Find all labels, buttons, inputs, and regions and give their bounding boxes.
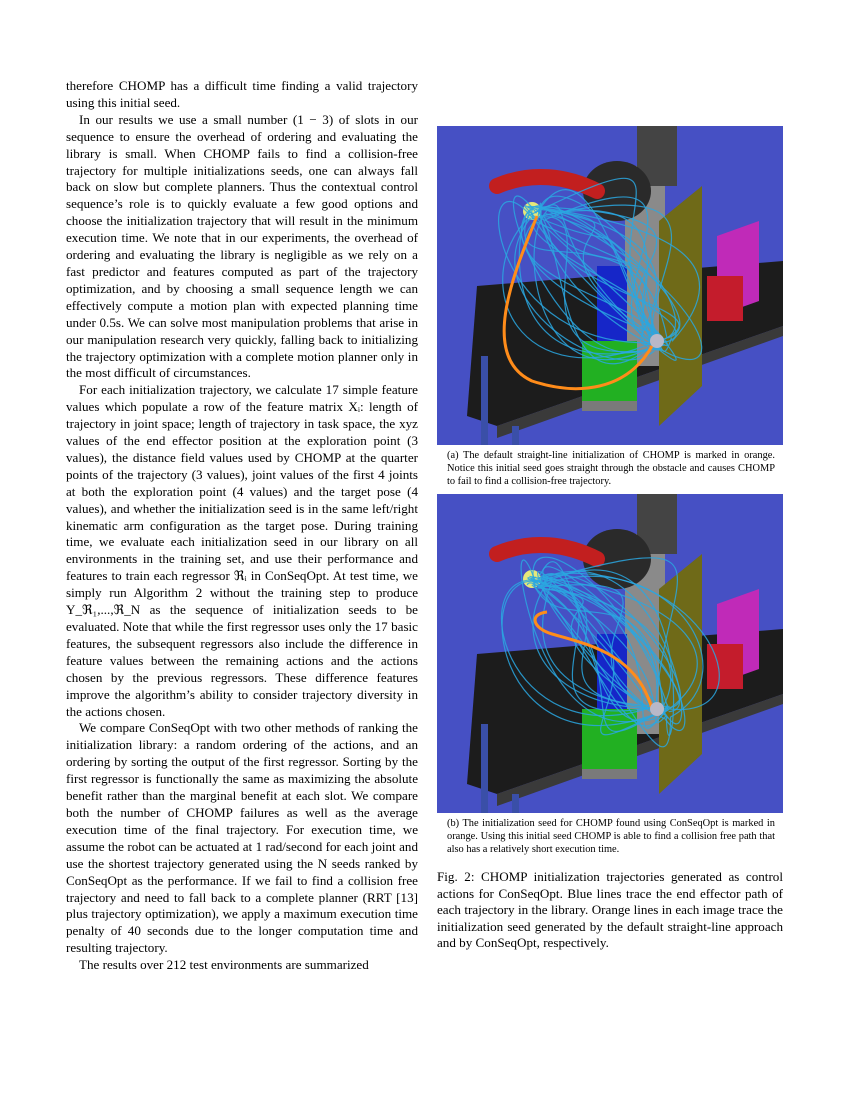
target-pose-marker [650, 334, 664, 348]
paragraph-4: We compare ConSeqOpt with two other methods of ranking the initialization library: a random ordering of the actions, and an ordering by sorting the output of the first regressor. Sorting by the first regressor is functionally the same as maximizing the absolute benefit rather than the marginal benefit at each slot. We compare both the number of CHOMP failures as well as the average execution time of the final trajectory. For execution time, we assume the robot can be actuated at 1 rad/second for each joint and use the shortest trajectory generated using the N seeds ranked by ConSeqOpt as the performance. If we fail to find a collision free trajectory and need to fall back to a complete planner (RRT [13] plus trajectory optimization), we apply a maximum execution time penalty of 40 seconds due to the longer computation time and resulting trajectory. [66, 720, 418, 956]
table-leg [481, 724, 488, 813]
green-obstacle-base [582, 401, 637, 411]
figure-2a-image [437, 126, 783, 445]
left-text-column [66, 78, 418, 974]
green-obstacle [582, 709, 637, 774]
table-leg [512, 794, 519, 813]
robot-scene-b [437, 494, 783, 813]
figure-caption: Fig. 2: CHOMP initialization trajectories generated as control actions for ConSeqOpt. Blue lines trace the end effector path of each trajectory in the library. Orange lines in each image trace the initialization seed generated by the default straight-line approach and by ConSeqOpt, respectively. [437, 869, 783, 951]
subcaption-a: (a) The default straight-line initialization of CHOMP is marked in orange. Notice this initial seed goes straight through the obstacle and causes CHOMP to fail to find a collision-free trajectory. [447, 450, 775, 488]
paragraph-2: In our results we use a small number (1 − 3) of slots in our sequence to ensure the overhead of ordering and evaluating the library is small. When CHOMP fails to find a collision-free trajectory for multiple initializations seeds, one can always fall back on slow but complete planners. Thus the contextual control sequence’s role is to quickly evaluate a few good options and choose the initialization trajectory that will result in the minimum execution time. We note that in our experiments, the overhead of ordering and evaluating the library is negligible as we rely on a fast predictor and features computed as part of the trajectory optimization, and by choosing a small sequence length we can effectively compute a motion plan with expected planning time under 0.5s. We can solve most manipulation problems that arise in our manipulation research very quickly, falling back to initializing the trajectory optimization with a complete motion planner only in the most difficult of circumstances. [66, 111, 418, 381]
paragraph-5: The results over 212 test environments are summarized [79, 957, 369, 973]
paragraph-3: For each initialization trajectory, we calculate 17 simple feature values which populate a row of the feature matrix Xᵢ: length of trajectory in joint space; length of trajectory in task space, the xyz values of the end effector position at the exploration point (3 values), the distance field values used by CHOMP at the quarter points of the trajectory (3 values), joint values of the first 4 joints at both the exploration point (4 values) and the target pose (4 values), and whether the initialization seed is in the same left/right kinematic arm configuration as the target pose. During training time, we evaluate each initialization seed in our library on all environments in the training set, and use their performance and features to train each regressor ℜᵢ in ConSeqOpt. At test time, we simply run Algorithm 2 without the training step to produce Y_ℜ₁,...,ℜ_N as the sequence of initialization seeds to be evaluated. Note that while the first regressor uses only the 17 basic features, the subsequent regressors also include the difference in feature values between the remaining actions and the actions chosen by the previous regressors. These difference features improve the algorithm’s ability to consider trajectory diversity in the actions chosen. [66, 382, 418, 719]
figure-2 [437, 126, 783, 952]
paragraph-1: therefore CHOMP has a difficult time finding a valid trajectory using this initial seed. [66, 78, 418, 110]
green-obstacle-base [582, 769, 637, 779]
subcaption-b: (b) The initialization seed for CHOMP found using ConSeqOpt is marked in orange. Using this initial seed CHOMP is able to find a collision free path that also has a relatively short execution time. [447, 818, 775, 856]
table-leg [512, 426, 519, 445]
robot-scene-a [437, 126, 783, 445]
figure-2b-image [437, 494, 783, 813]
target-pose-marker [650, 702, 664, 716]
table-leg [481, 356, 488, 445]
red-box [707, 644, 743, 689]
robot-arm [497, 177, 597, 191]
red-box [707, 276, 743, 321]
